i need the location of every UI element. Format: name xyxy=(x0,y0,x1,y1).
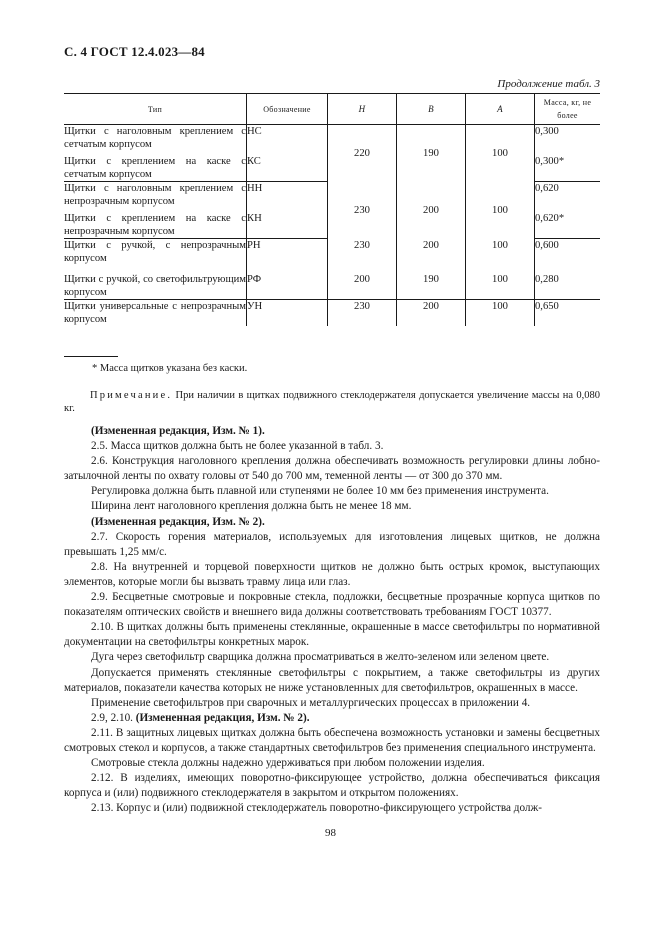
col-header-b: В xyxy=(397,94,466,125)
cell-a: 100 xyxy=(466,125,535,182)
table-row xyxy=(64,125,600,152)
cell-b: 200 xyxy=(397,182,466,239)
cell-b: 190 xyxy=(397,265,466,300)
paragraph: 2.9. Бесцветные смотровые и покровные стекла, подложки, бесцветные прозрачные корпуса щитков по показателям оптических свойств и внешнего вида должны соответствовать требованиям ГОСТ 10377. xyxy=(64,591,600,619)
table-row xyxy=(64,265,600,300)
cell-code: РН xyxy=(247,239,328,266)
col-header-code: Обозначение xyxy=(247,94,328,125)
paragraph xyxy=(64,711,600,726)
cell-code: НН xyxy=(247,182,328,209)
paragraph: 2.11. В защитных лицевых щитках должна быть обеспечена возможность установки и замены бесцветных смотровых стекол и корпусов, а также стандартных светофильтров без применения специального инструмента. xyxy=(64,726,600,754)
paragraph: 2.13. Корпус и (или) подвижной стеклодержатель поворотно-фиксирующего устройства долж- xyxy=(91,802,542,815)
paragraph: Регулировка должна быть плавной или ступенями не более 10 мм без применения инструмента. xyxy=(91,485,549,498)
note-label: Примечание. xyxy=(90,390,173,401)
cell-mass: 0,620* xyxy=(535,208,601,239)
cell-a: 100 xyxy=(466,239,535,266)
cell-type: Щитки с креплением на каске с сетчатым корпусом xyxy=(64,151,247,182)
cell-a: 100 xyxy=(466,182,535,239)
paragraph: 2.7. Скорость горения материалов, используемых для изготовления лицевых щитков, не должна превышать 1,25 мм/с. xyxy=(64,530,600,558)
paragraph: Применение светофильтров при сварочных и металлургических процессах в приложении 4. xyxy=(91,696,531,709)
col-header-type: Тип xyxy=(64,94,247,125)
cell-h: 230 xyxy=(328,300,397,327)
paragraph: (Измененная редакция, Изм. № 1). xyxy=(91,425,265,437)
table-row xyxy=(64,300,600,327)
cell-mass: 0,300 xyxy=(535,125,601,152)
paragraph: 2.5. Масса щитков должна быть не более указанной в табл. 3. xyxy=(91,440,384,453)
paragraph: Дуга через светофильтр сварщика должна просматриваться в желто-зеленом или зеленом цвете. xyxy=(91,651,550,664)
cell-type: Щитки с ручкой, со светофильтрующим корпусом xyxy=(64,265,247,300)
cell-b: 190 xyxy=(397,125,466,182)
cell-mass: 0,620 xyxy=(535,182,601,209)
cell-type: Щитки с ручкой, с непрозрачным корпусом xyxy=(64,240,246,264)
cell-type: Щитки с наголовным креплением с непрозрачным корпусом xyxy=(64,183,246,207)
cell-h: 230 xyxy=(328,182,397,239)
cell-b: 200 xyxy=(397,300,466,327)
cell-a: 100 xyxy=(466,265,535,300)
col-header-h: Н xyxy=(328,94,397,125)
paragraph-bold: (Измененная редакция, Изм. № 2). xyxy=(135,711,310,724)
cell-code: КС xyxy=(247,151,328,182)
cell-mass: 0,650 xyxy=(535,300,601,327)
table-note xyxy=(64,389,600,415)
paragraph: 2.10. В щитках должны быть применены стеклянные, окрашенные в массе светофильтры по нормативной документации на светофильтры конкретных марок. xyxy=(64,621,600,649)
page-header: С. 4 ГОСТ 12.4.023—84 xyxy=(64,44,205,59)
table-footnote: * Масса щитков указана без каски. xyxy=(92,363,248,374)
body-text xyxy=(64,424,600,816)
cell-code: РФ xyxy=(247,265,328,300)
footnote-divider xyxy=(64,356,118,357)
page-number: 98 xyxy=(325,827,336,839)
cell-h: 220 xyxy=(328,125,397,182)
paragraph: 2.12. В изделиях, имеющих поворотно-фиксирующее устройство, должна обеспечиваться фиксация корпуса и (или) подвижного стеклодержателя в закрытом и открытом положениях. xyxy=(64,772,600,800)
table-header-row xyxy=(64,94,600,125)
paragraph: Ширина лент наголовного крепления должна быть не менее 18 мм. xyxy=(91,500,412,513)
col-header-a: А xyxy=(466,94,535,125)
col-header-mass: Масса, кг, не более xyxy=(535,94,601,125)
cell-h: 230 xyxy=(328,239,397,266)
masks-table xyxy=(64,93,600,326)
cell-type: Щитки универсальные с непрозрачным корпусом xyxy=(64,301,246,325)
paragraph: Смотровые стекла должны надежно удерживаться при любом положении изделия. xyxy=(91,757,485,770)
table-row xyxy=(64,182,600,209)
table-row xyxy=(64,239,600,266)
table-continuation-label: Продолжение табл. 3 xyxy=(497,78,600,90)
note-text: При наличии в щитках подвижного стеклодержателя допускается увеличение массы на 0,080 кг. xyxy=(64,390,600,414)
cell-code: НС xyxy=(247,125,328,152)
cell-mass: 0,280 xyxy=(535,265,601,300)
cell-type: Щитки с креплением на каске с непрозрачным корпусом xyxy=(64,208,247,239)
cell-type: Щитки с наголовным креплением с сетчатым корпусом xyxy=(64,126,246,150)
paragraph: 2.6. Конструкция наголовного крепления должна обеспечивать возможность регулировки длины лобно-затылочной ленты по охвату головы от 540 до 700 мм, теменной ленты — от 300 до 370 мм. xyxy=(64,455,600,483)
cell-b: 200 xyxy=(397,239,466,266)
cell-code: УН xyxy=(247,300,328,327)
paragraph: (Измененная редакция, Изм. № 2). xyxy=(91,515,265,528)
cell-mass: 0,300* xyxy=(535,151,601,182)
paragraph: 2.8. На внутренней и торцевой поверхности щитков не должно быть острых кромок, выступающих элементов, которые могли бы вызвать травму лица или глаз. xyxy=(64,560,600,588)
paragraph-prefix: 2.9, 2.10. xyxy=(91,711,136,724)
cell-mass: 0,600 xyxy=(535,239,601,266)
cell-code: КН xyxy=(247,208,328,239)
cell-h: 200 xyxy=(328,265,397,300)
paragraph: Допускается применять стеклянные светофильтры с покрытием, а также светофильтры из других материалов, показатели качества которых не ниже установленных для светофильтров, окрашенных в массе. xyxy=(64,666,600,694)
cell-a: 100 xyxy=(466,300,535,327)
